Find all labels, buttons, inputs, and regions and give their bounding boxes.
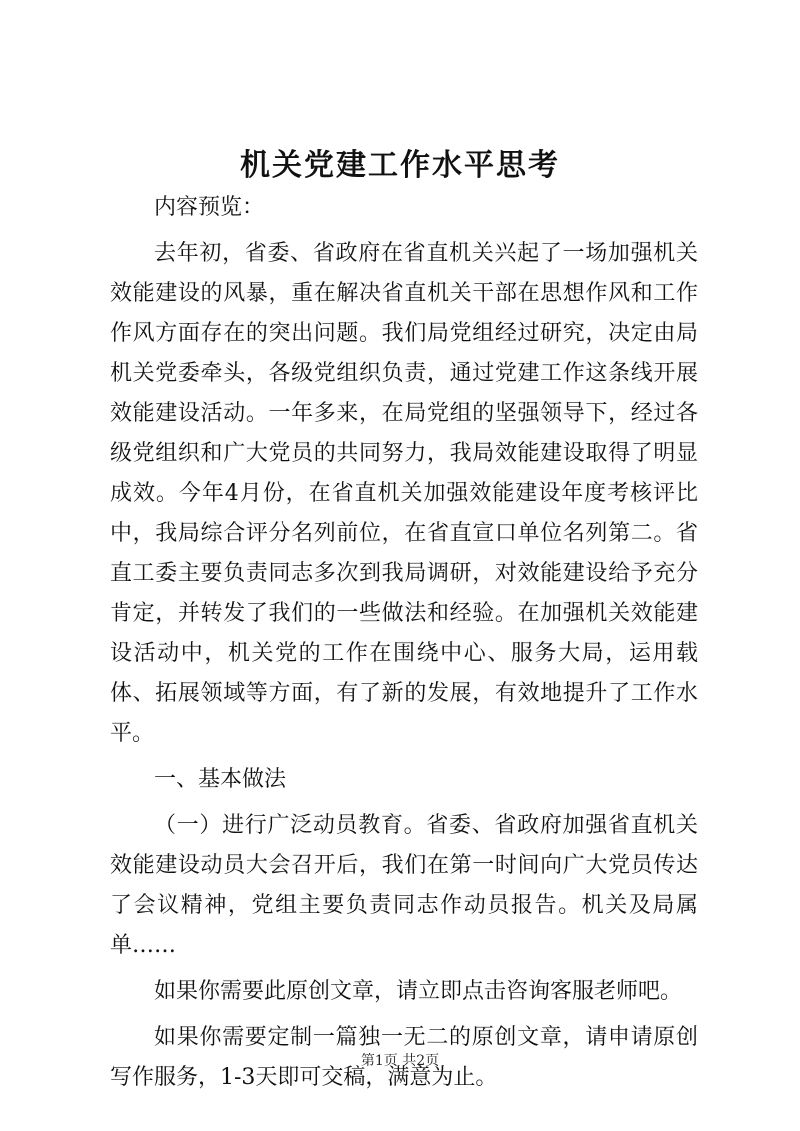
paragraph-custom-writing: 如果你需要定制一篇独一无二的原创文章，请申请原创写作服务，1-3天即可交稿，满意为止。 [110, 1025, 698, 1090]
paragraph-intro: 去年初，省委、省政府在省直机关兴起了一场加强机关效能建设的风暴，重在解决省直机关干部在思想作风和工作作风方面存在的突出问题。我们局党组经过研究，决定由局机关党委牵头，各级党组织负责，通过党建工作这条线开展效能建设活动。一年多来，在局党组的坚强领导下，经过各级党组织和广大党员的共同努力，我局效能建设取得了明显成效。今年4月份，在省直机关加强效能建设年度考核评比中，我局综合评分名列前位，在省直宣口单位名列第二。省直工委主要负责同志多次到我局调研，对效能建设给予充分肯定，并转发了我们的一些做法和经验。在加强机关效能建设活动中，机关党的工作在围绕中心、服务大局，运用载体、拓展领域等方面，有了新的发展，有效地提升了工作水平。 [110, 241, 698, 746]
preview-label: 内容预览： [154, 195, 265, 220]
section-heading: 一、基本做法 [154, 767, 287, 792]
paragraph-contact-service: 如果你需要此原创文章，请立即点击咨询客服老师吧。 [154, 979, 683, 1004]
document-body [110, 188, 698, 1098]
page-footer: 第1页 共2页 [360, 1053, 440, 1069]
paragraph-practice-1: （一）进行广泛动员教育。省委、省政府加强省直机关效能建设动员大会召开后，我们在第一时间向广大党员传达了会议精神，党组主要负责同志作动员报告。机关及局属单…… [110, 813, 698, 958]
document-title: 机关党建工作水平思考 [240, 148, 560, 183]
